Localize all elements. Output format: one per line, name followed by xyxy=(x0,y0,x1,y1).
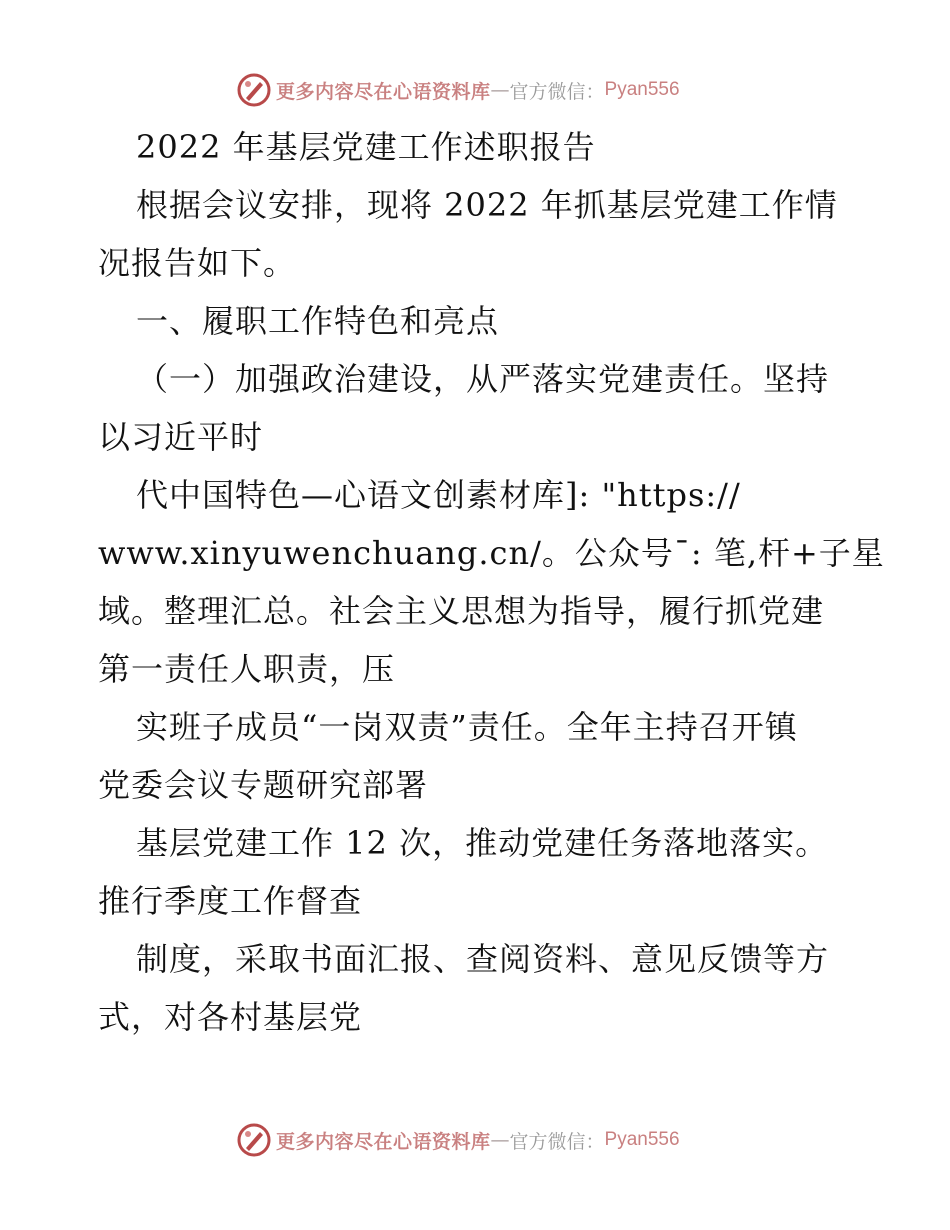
text-line: （一）加强政治建设，从严落实党建责任。坚持 xyxy=(136,360,830,398)
text-line: 域。整理汇总。社会主义思想为指导，履行抓党建 xyxy=(98,592,825,630)
text-line: www.xinyuwenchuang.cn/。公众号¯: 笔,杆+子星 xyxy=(98,534,885,572)
watermark-wechat-id: Pyan556 xyxy=(604,79,680,100)
text-line: 推行季度工作督查 xyxy=(98,882,363,920)
watermark-label: 官方微信： xyxy=(509,80,605,103)
watermark-dash: — xyxy=(490,79,510,101)
watermark-banner-bottom xyxy=(0,1120,950,1160)
text-line: 根据会议安排，现将 2022 年抓基层党建工作情 xyxy=(136,186,838,224)
watermark-brand: 更多内容尽在心语资料库 xyxy=(276,80,491,103)
section-heading: 一、履职工作特色和亮点 xyxy=(136,302,500,340)
watermark-brand: 更多内容尽在心语资料库 xyxy=(276,1130,491,1153)
watermark-label: 官方微信： xyxy=(509,1130,605,1153)
brand-logo-icon xyxy=(236,1122,272,1158)
text-line: 以习近平时 xyxy=(98,418,264,456)
watermark-wechat-id: Pyan556 xyxy=(604,1129,680,1150)
brand-logo-icon xyxy=(236,72,272,108)
text-line: 况报告如下。 xyxy=(98,244,297,282)
text-line: 制度，采取书面汇报、查阅资料、意见反馈等方 xyxy=(136,940,830,978)
watermark-banner-top xyxy=(0,70,950,110)
text-line: 基层党建工作 12 次，推动党建任务落地落实。 xyxy=(136,824,829,862)
document-title: 2022 年基层党建工作述职报告 xyxy=(136,128,596,166)
text-line: 式，对各村基层党 xyxy=(98,998,363,1036)
text-line: 第一责任人职责，压 xyxy=(98,650,396,688)
text-line: 代中国特色—心语文创素材库]: "https:// xyxy=(136,476,741,514)
document-body xyxy=(98,118,885,1046)
watermark-dash: — xyxy=(490,1129,510,1151)
text-line: 党委会议专题研究部署 xyxy=(98,766,429,804)
text-line: 实班子成员“一岗双责”责任。全年主持召开镇 xyxy=(136,708,798,746)
